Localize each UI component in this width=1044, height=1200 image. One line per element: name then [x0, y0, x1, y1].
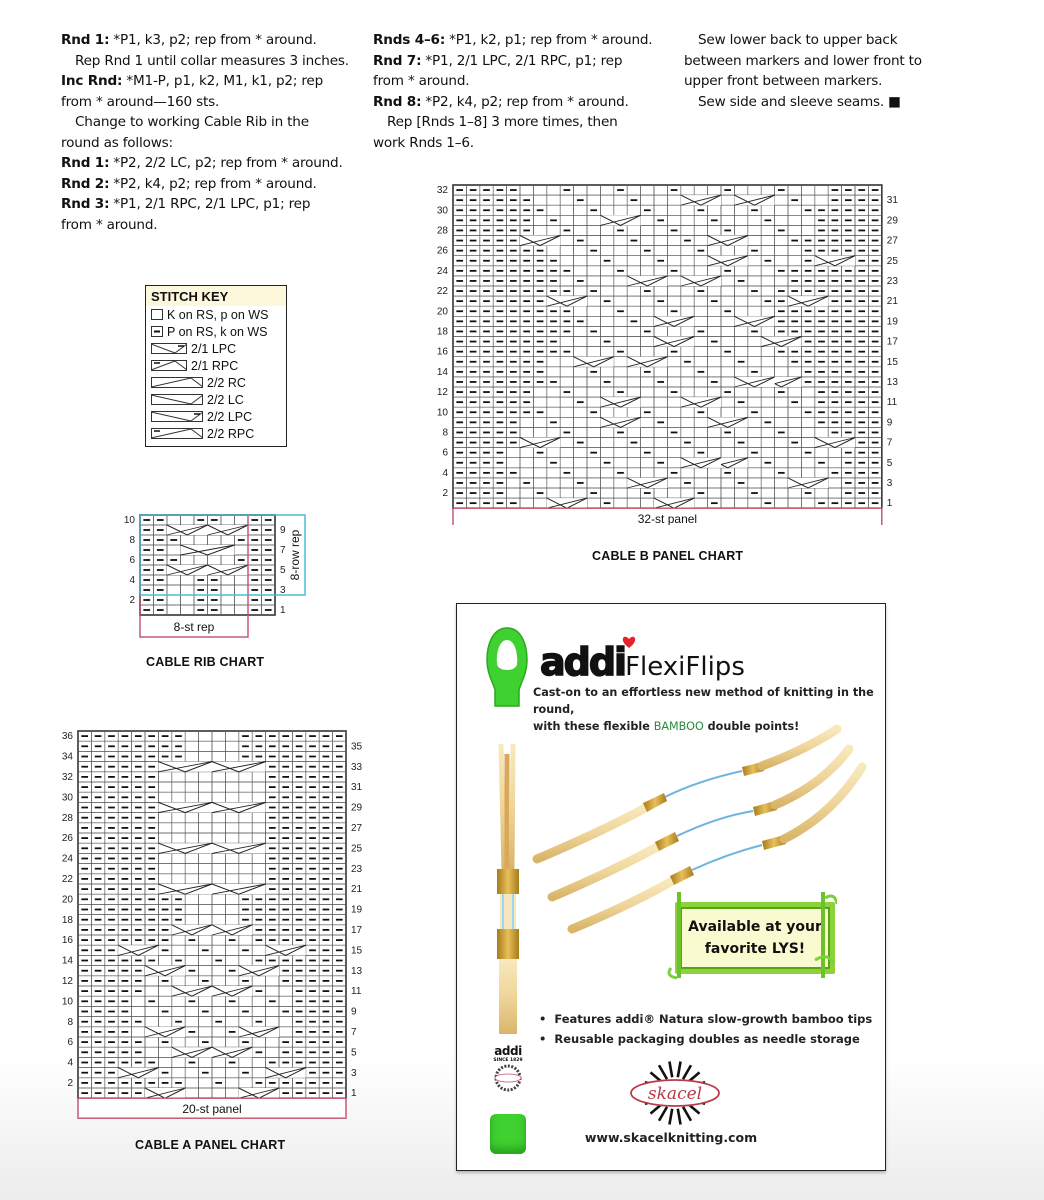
instruction-text: Sew side and sleeve seams.: [698, 93, 885, 110]
cable-a-chart-svg: [55, 728, 375, 1123]
cable-rib-chart-svg: [115, 510, 315, 640]
skacel-ray: [669, 1061, 672, 1077]
round-label: Rnd 3:: [61, 196, 110, 212]
row-label-right: 13: [351, 965, 363, 977]
row-label-left: 6: [67, 1037, 73, 1049]
skacel-ray: [678, 1109, 681, 1125]
row-label-left: 12: [61, 975, 73, 987]
skacel-url-link[interactable]: www.skacelknitting.com: [584, 1130, 758, 1145]
instruction-line: [61, 92, 366, 113]
instruction-text: from * around.: [61, 216, 158, 233]
2-2-lpc-symbol-icon: [151, 411, 203, 422]
2-1-rpc-symbol-icon: [151, 360, 187, 371]
ad-bullet-2: • Reusable packaging doubles as needle storage: [539, 1032, 860, 1046]
ad-bullets: [539, 1009, 872, 1049]
row-label-left: 8: [442, 427, 448, 439]
2-2-rc-symbol-icon: [151, 377, 203, 388]
skacel-ray: [678, 1061, 681, 1077]
panel-label: 32-st panel: [637, 512, 698, 525]
row-label-left: 2: [442, 488, 448, 500]
row-label-right: 9: [351, 1006, 357, 1018]
bullet-text: Reusable packaging doubles as needle storage: [554, 1032, 860, 1046]
instruction-text: Change to working Cable Rib in the: [75, 114, 309, 130]
skacel-ray: [659, 1107, 667, 1121]
row-label-right: 3: [351, 1067, 357, 1079]
row-label-left: 6: [129, 555, 135, 566]
2-2-rpc-symbol-icon: [151, 428, 203, 439]
instruction-text: work Rnds 1–6.: [373, 134, 474, 151]
cable-a-chart-title: CABLE A PANEL CHART: [135, 1138, 286, 1152]
ad-tagline-line1: Cast-on to an effortless new method of knitting in the round,: [533, 686, 874, 716]
row-label-right: 15: [886, 356, 898, 368]
instruction-text: from * around—160 sts.: [61, 93, 220, 110]
stitch-key-label: 2/2 RC: [207, 375, 246, 390]
row-label-left: 2: [129, 595, 135, 606]
stitch-key-item: [146, 391, 286, 408]
row-label-right: 11: [351, 986, 362, 998]
row-label-right: 29: [351, 802, 363, 814]
row-label-left: 18: [436, 326, 448, 338]
row-label-left: 16: [436, 346, 448, 358]
row-label-left: 10: [61, 996, 73, 1008]
row-label-left: 30: [61, 792, 73, 804]
row-label-left: 20: [436, 306, 448, 318]
instruction-line: [373, 51, 673, 72]
package-emblem-icon: [493, 1063, 523, 1093]
knit-symbol-icon: [151, 309, 163, 320]
ad-bullet-1: • Features addi® Natura slow-growth bamboo tips: [539, 1012, 873, 1026]
stitch-key-label: 2/2 RPC: [207, 426, 255, 441]
package-since: SINCE 1829: [493, 1058, 523, 1063]
skacel-ray: [659, 1065, 667, 1079]
instruction-line: [61, 153, 366, 174]
cable-b-chart-title: CABLE B PANEL CHART: [592, 549, 744, 563]
row-label-right: 27: [351, 822, 363, 834]
skacel-wordmark: skacel: [647, 1084, 703, 1104]
instruction-text: Sew lower back to upper back: [698, 32, 898, 48]
row-label-left: 4: [67, 1057, 73, 1069]
instruction-line: [61, 71, 366, 92]
row-label-right: 31: [351, 782, 363, 794]
row-label-left: 4: [129, 575, 135, 586]
2-2-lc-symbol-icon: [151, 394, 203, 405]
instruction-text: Rep [Rnds 1–8] 3 more times, then: [387, 114, 618, 130]
row-label-left: 26: [61, 833, 73, 845]
instruction-line: [61, 51, 366, 72]
end-mark-icon: ■: [884, 93, 901, 110]
2-1-lpc-symbol-icon: [151, 343, 187, 354]
row-label-left: 4: [442, 467, 448, 479]
row-label-left: 16: [61, 935, 73, 947]
instructions-col3: [684, 30, 974, 112]
stitch-key-item: [146, 425, 286, 442]
row-label-right: 7: [351, 1026, 357, 1038]
instruction-line: [373, 112, 673, 133]
row-label-right: 25: [351, 843, 363, 855]
addi-logo: addi: [540, 640, 626, 684]
instruction-text: from * around.: [373, 73, 470, 89]
package-label: [491, 1044, 525, 1097]
row-label-right: 9: [280, 525, 286, 536]
instruction-line: [684, 51, 974, 72]
row-label-right: 27: [886, 235, 898, 247]
row-label-right: 19: [351, 904, 363, 916]
cable-rib-chart-title: CABLE RIB CHART: [146, 655, 265, 669]
stitch-key-label: 2/2 LC: [207, 392, 244, 407]
instruction-text: upper front between markers.: [684, 73, 883, 89]
row-label-left: 24: [61, 853, 73, 865]
instruction-line: [373, 92, 673, 113]
flexiflips-loop-icon: [485, 626, 529, 708]
instruction-line: [61, 174, 366, 195]
heart-icon: [622, 636, 636, 649]
addi-flexiflips-ad: [456, 603, 886, 1171]
skacel-logo: [625, 1059, 725, 1127]
stitch-key-label: 2/2 LPC: [207, 409, 253, 424]
stitch-key-item: [146, 306, 286, 323]
instruction-line: [684, 92, 974, 113]
skacel-ray: [683, 1065, 691, 1079]
row-label-right: 25: [886, 255, 898, 267]
row-label-left: 10: [123, 515, 135, 526]
row-label-left: 20: [61, 894, 73, 906]
bamboo-highlight: BAMBOO: [653, 720, 704, 733]
bamboo-frame-icon: [665, 890, 837, 980]
instruction-text: *P1, k3, p2; rep from * around.: [109, 32, 317, 48]
row-label-right: 33: [351, 761, 363, 773]
row-label-right: 5: [351, 1047, 357, 1059]
instructions-col2: [373, 30, 673, 153]
row-label-right: 1: [886, 498, 893, 510]
instruction-line: [61, 194, 366, 215]
instruction-line: [61, 133, 366, 154]
tagline-part: double points!: [703, 720, 800, 733]
row-label-left: 22: [436, 286, 448, 298]
row-label-right: 19: [886, 316, 898, 328]
instruction-text: round as follows:: [61, 134, 173, 151]
instruction-text: between markers and lower front to: [684, 52, 922, 69]
purl-symbol-icon: [151, 326, 163, 337]
row-label-right: 17: [351, 924, 363, 936]
stitch-key-item: [146, 374, 286, 391]
bullet-text: Features addi® Natura slow-growth bamboo tips: [554, 1012, 873, 1026]
panel-label: 20-st panel: [182, 1102, 242, 1117]
lys-line-2: favorite LYS!: [704, 941, 806, 957]
flexiflips-wordmark: FlexiFlips: [625, 652, 745, 682]
ad-logo: [540, 640, 745, 684]
row-label-left: 28: [436, 225, 448, 237]
row-label-right: 1: [351, 1088, 357, 1100]
stitch-key-label: 2/1 LPC: [191, 341, 237, 356]
cable-rib-chart: [115, 510, 315, 640]
stitch-key-item: [146, 323, 286, 340]
row-label-left: 8: [129, 535, 135, 546]
row-label-right: 9: [886, 417, 893, 429]
row-rep-label: 8-row rep: [288, 529, 302, 581]
stitch-key-label: P on RS, k on WS: [167, 324, 268, 339]
cable-b-chart-svg: [430, 180, 910, 525]
round-label: Rnd 1:: [61, 32, 110, 48]
row-label-left: 28: [61, 812, 73, 824]
row-label-right: 15: [351, 945, 363, 957]
row-label-left: 18: [61, 914, 73, 926]
stitch-key-item: [146, 408, 286, 425]
instruction-line: [61, 112, 366, 133]
row-label-right: 5: [886, 457, 893, 469]
instruction-text: *M1-P, p1, k2, M1, k1, p2; rep: [122, 73, 324, 89]
instruction-text: *P1, 2/1 RPC, 2/1 LPC, p1; rep: [109, 196, 311, 212]
round-label: Rnds 4–6:: [373, 32, 446, 48]
row-label-right: 17: [886, 336, 898, 348]
row-label-right: 11: [886, 397, 898, 409]
instructions-col1: [61, 30, 366, 235]
stitch-key-label: K on RS, p on WS: [167, 307, 269, 322]
stitch-key-item: [146, 357, 286, 374]
row-label-left: 12: [436, 387, 448, 399]
instruction-line: [373, 30, 673, 51]
instruction-text: Rep Rnd 1 until collar measures 3 inches.: [75, 52, 349, 69]
row-label-left: 10: [436, 407, 448, 419]
row-label-left: 6: [442, 447, 448, 459]
row-label-right: 5: [280, 565, 286, 576]
row-label-right: 29: [886, 215, 898, 227]
instruction-text: *P1, 2/1 LPC, 2/1 RPC, p1; rep: [421, 52, 623, 69]
cable-b-chart: [430, 180, 910, 525]
row-label-right: 7: [886, 437, 893, 449]
round-label: Rnd 2:: [61, 175, 110, 192]
tagline-part: with these flexible: [533, 720, 654, 733]
row-label-right: 35: [351, 741, 363, 753]
skacel-ray: [669, 1109, 672, 1125]
row-label-right: 13: [886, 376, 898, 388]
row-label-left: 34: [61, 751, 73, 763]
cable-a-chart: [55, 728, 375, 1123]
instruction-line: [373, 133, 673, 154]
row-label-left: 14: [436, 366, 448, 378]
row-label-right: 3: [280, 585, 286, 596]
row-label-left: 36: [61, 731, 73, 743]
needle-package: [497, 744, 519, 1034]
instruction-line: [373, 71, 673, 92]
row-label-left: 30: [436, 205, 448, 217]
row-label-left: 14: [61, 955, 73, 967]
stitch-key-item: [146, 340, 286, 357]
skacel-ray: [683, 1107, 691, 1121]
row-label-right: 7: [280, 545, 286, 556]
instruction-line: [61, 215, 366, 236]
row-label-left: 24: [436, 265, 448, 277]
row-label-left: 22: [61, 873, 73, 885]
bamboo-needles-image: [457, 719, 885, 1049]
row-label-right: 23: [351, 863, 363, 875]
instruction-line: [684, 71, 974, 92]
row-label-right: 1: [280, 605, 286, 616]
instruction-text: *P2, k4, p2; rep from * around.: [421, 93, 629, 110]
row-label-left: 2: [67, 1077, 73, 1089]
row-label-left: 26: [436, 245, 448, 257]
lys-line-1: Available at your: [688, 919, 822, 935]
stitch-rep-label: 8-st rep: [173, 620, 215, 634]
stitch-key: [145, 285, 287, 447]
row-label-right: 31: [886, 195, 898, 207]
row-label-right: 21: [351, 884, 363, 896]
row-label-left: 8: [67, 1016, 73, 1028]
row-label-left: 32: [61, 771, 73, 783]
round-label: Inc Rnd:: [61, 73, 123, 89]
package-brand: addi: [494, 1044, 522, 1058]
stitch-key-title: STITCH KEY: [151, 289, 229, 304]
round-label: Rnd 8:: [373, 93, 422, 110]
instruction-line: [61, 30, 366, 51]
instruction-text: *P2, k4, p2; rep from * around.: [109, 175, 317, 192]
instruction-text: *P2, 2/2 LC, p2; rep from * around.: [109, 155, 343, 171]
row-label-right: 23: [886, 275, 898, 287]
row-label-right: 3: [886, 477, 893, 489]
row-label-right: 21: [886, 296, 898, 308]
instruction-text: *P1, k2, p1; rep from * around.: [445, 32, 653, 48]
stitch-key-label: 2/1 RPC: [191, 358, 239, 373]
round-label: Rnd 1:: [61, 155, 110, 171]
round-label: Rnd 7:: [373, 52, 422, 69]
row-label-left: 32: [436, 185, 448, 197]
instruction-line: [684, 30, 974, 51]
